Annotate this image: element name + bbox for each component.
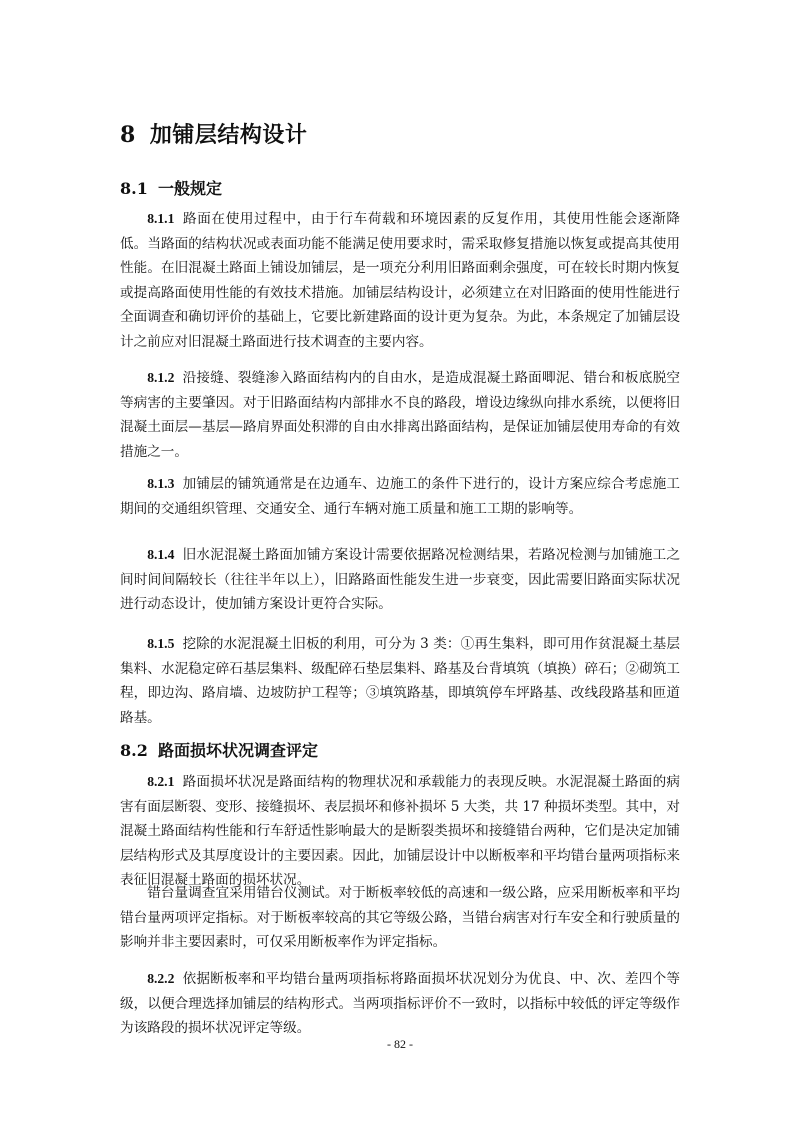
section-title-text: 一般规定 (158, 179, 223, 198)
clause-paragraph (120, 366, 680, 464)
section-title (120, 738, 318, 761)
clause-number: 8.1.4 (147, 547, 175, 562)
section-title (120, 176, 222, 199)
clause-number: 8.1.2 (147, 370, 175, 385)
clause-paragraph (120, 207, 680, 355)
clause-number: 8.1.3 (147, 476, 175, 491)
section-number: 8.1 (120, 179, 148, 198)
clause-text: 沿接缝、裂缝渗入路面结构内的自由水，是造成混凝土路面唧泥、错台和板底脱空等病害的主要肇因。对于旧路面结构内部排水不良的路段，增设边缘纵向排水系统，以便将旧混凝土面层—基层—路肩界面处积滞的自由水排离出路面结构，是保证加铺层使用寿命的有效措施之一。 (120, 370, 680, 460)
clause-number: 8.2.2 (147, 971, 175, 986)
clause-text: 路面在使用过程中，由于行车荷载和环境因素的反复作用，其使用性能会逐渐降低。当路面的结构状况或表面功能不能满足使用要求时，需采取修复措施以恢复或提高其使用性能。在旧混凝土路面上铺设加铺层，是一项充分利用旧路面剩余强度，可在较长时期内恢复或提高路面使用性能的有效技术措施。加铺层结构设计，必须建立在对旧路面的使用性能进行全面调查和确切评价的基础上，它要比新建路面的设计更为复杂。为此，本条规定了加铺层设计之前应对旧混凝土路面进行技术调查的主要内容。 (120, 211, 680, 350)
page-number: - 82 - (387, 1037, 413, 1051)
clause-paragraph (120, 543, 680, 617)
chapter-number: 8 (120, 122, 136, 148)
clause-text: 挖除的水泥混凝土旧板的利用，可分为 3 类：①再生集料，即可用作贫混凝土基层集料、水泥稳定碎石基层集料、级配碎石垫层集料、路基及台背填筑（填换）碎石；②砌筑工程，即边沟、路肩墙、边坡防护工程等；③填筑路基，即填筑停车坪路基、改线段路基和匝道路基。 (120, 636, 680, 726)
body-paragraph (120, 881, 680, 955)
clause-paragraph (120, 632, 680, 730)
clause-text: 加铺层的铺筑通常是在边通车、边施工的条件下进行的，设计方案应综合考虑施工期间的交通组织管理、交通安全、通行车辆对施工质量和施工工期的影响等。 (120, 476, 680, 517)
paragraph-text: 错台量调查宜采用错台仪测试。对于断板率较低的高速和一级公路，应采用断板率和平均错台量两项评定指标。对于断板率较高的其它等级公路，当错台病害对行车安全和行驶质量的影响并非主要因素时，可仅采用断板率作为评定指标。 (120, 885, 680, 951)
clause-text: 依据断板率和平均错台量两项指标将路面损坏状况划分为优良、中、次、差四个等级，以便合理选择加铺层的结构形式。当两项指标评价不一致时，以指标中较低的评定等级作为该路段的损坏状况评定等级。 (120, 971, 680, 1037)
clause-paragraph (120, 770, 680, 893)
clause-text: 路面损坏状况是路面结构的物理状况和承载能力的表现反映。水泥混凝土路面的病害有面层断裂、变形、接缝损坏、表层损坏和修补损坏 5 大类，共 17 种损坏类型。其中，对混凝土路面结构性能和行车舒适性影响最大的是断裂类损坏和接缝错台两种，它们是决定加铺层结构形式及其厚度设计的主要因素。因此，加铺层设计中以断板率和平均错台量两项指标来表征旧混凝土路面的损坏状况。 (120, 774, 680, 889)
section-title-text: 路面损坏状况调查评定 (158, 741, 319, 760)
clause-number: 8.1.1 (147, 211, 175, 226)
clause-number: 8.1.5 (147, 636, 175, 651)
clause-paragraph (120, 472, 680, 521)
clause-number: 8.2.1 (147, 774, 175, 789)
clause-text: 旧水泥混凝土路面加铺方案设计需要依据路况检测结果，若路况检测与加铺施工之间时间间隔较长（往往半年以上），旧路路面性能发生进一步衰变，因此需要旧路面实际状况进行动态设计，使加铺方案设计更符合实际。 (120, 547, 680, 613)
section-number: 8.2 (120, 741, 148, 760)
clause-paragraph (120, 967, 680, 1041)
chapter-title (120, 118, 307, 149)
chapter-title-text: 加铺层结构设计 (149, 122, 308, 148)
